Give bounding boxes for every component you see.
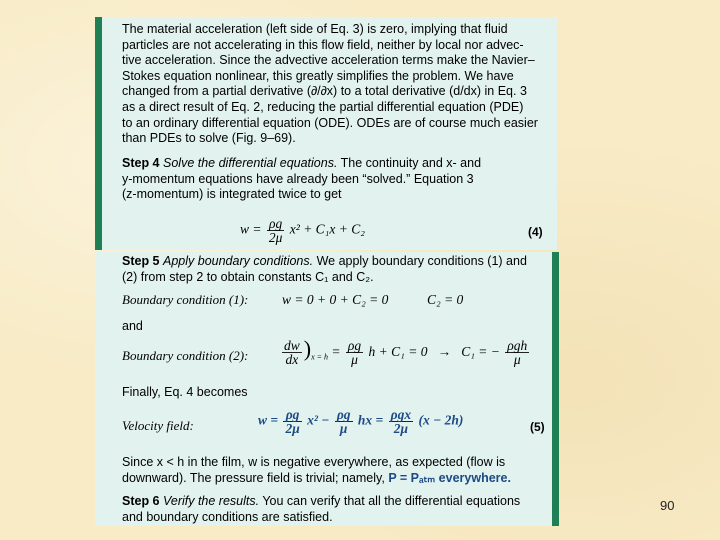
pressure-statement: P = Pₐₜₘ everywhere.	[388, 470, 511, 485]
accent-bar-bottom	[552, 252, 559, 526]
velocity-field-label: Velocity field:	[122, 418, 194, 433]
equation-5-number: (5)	[530, 420, 545, 434]
and-text: and	[122, 319, 143, 333]
boundary-condition-2-equation: $\frac{dw}{dx}$ )$_{x = h}$ = $\frac{\rho g}{\mu}$ h + C₁ = 0 → C₁ = − $\frac{\text{ρgh}}{\mu}$	[284, 336, 528, 368]
equation-4: w = $\frac{\rho g}{2\mu}$ x² + C₁x + C₂	[240, 216, 365, 245]
step6-text: You can verify that all the differential equations and boundary conditions are satisfied.	[122, 494, 521, 524]
paragraph-material-acceleration: The material acceleration (left side of Eq. 3) is zero, implying that fluid particles are not accelerating in this flow field, neither by local nor advec- tive acceleration. Since the advective acceleration terms make the Navier– Stokes equation nonlinear, this greatly simplifies the problem. We have changed from a partial derivative (∂/∂x) to a total derivative (d/dx) in Eq. 3 as a direct result of Eq. 2, reducing the partial differential equation (PDE) to an ordinary differential equation (ODE). ODEs are of course much easier than PDEs to solve (Fig. 9–69).	[122, 22, 538, 146]
step5-title: Apply boundary conditions.	[163, 254, 314, 268]
step4-title: Solve the differential equations.	[163, 156, 338, 170]
since-paragraph	[122, 455, 552, 486]
boundary-condition-1-result: C₂ = 0	[427, 292, 464, 307]
equation-5: w = $\frac{\rho g}{2\mu}$ x² − $\frac{\rho g}{\mu}$ hx = $\frac{\text{ρgx}}{2\mu}$ (x − 2h)	[258, 407, 464, 436]
step5-text: We apply boundary conditions (1) and (2) from step 2 to obtain constants C₁ and C₂.	[122, 254, 527, 284]
step4-label: Step 4	[122, 156, 160, 170]
step4-text: The continuity and x- and y-momentum equations have already been “solved.” Equation 3 (z-momentum) is integrated twice to get	[122, 156, 482, 202]
step5-label: Step 5	[122, 254, 160, 268]
finally-text: Finally, Eq. 4 becomes	[122, 385, 248, 399]
step4-paragraph	[122, 156, 552, 203]
accent-bar-top	[95, 17, 102, 250]
since-text: Since x < h in the film, w is negative everywhere, as expected (flow is downward). The pressure field is trivial; namely,	[122, 455, 506, 485]
equation-4-number: (4)	[528, 225, 543, 239]
step6-title: Verify the results.	[163, 494, 260, 508]
step5-paragraph	[122, 254, 552, 285]
boundary-condition-1-equation: w = 0 + 0 + C₂ = 0	[282, 292, 389, 307]
step6-paragraph	[122, 494, 552, 525]
step6-label: Step 6	[122, 494, 160, 508]
page-number: 90	[660, 498, 675, 513]
boundary-condition-1-label: Boundary condition (1):	[122, 292, 249, 307]
boundary-condition-2-label: Boundary condition (2):	[122, 348, 249, 363]
